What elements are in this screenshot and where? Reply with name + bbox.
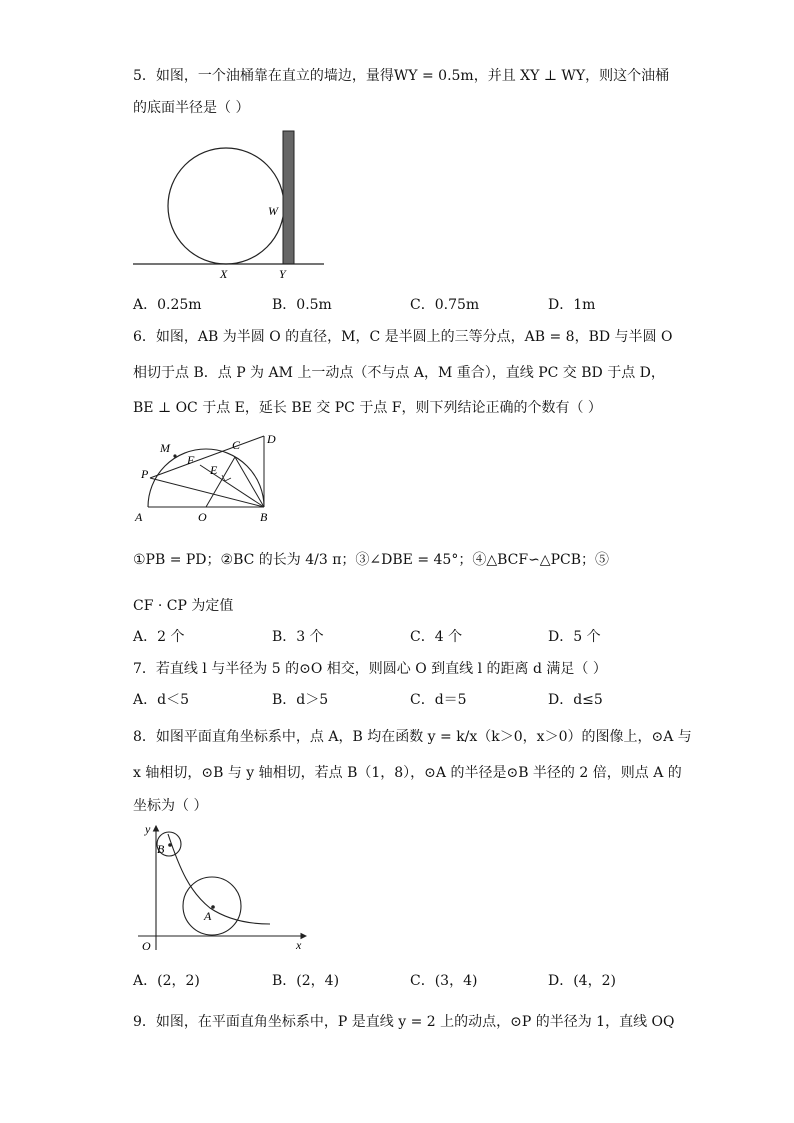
q5-option-a: A．0.25m [133, 297, 202, 313]
q8-option-d: D．(4，2) [548, 973, 616, 989]
q7-option-b: B．d＞5 [272, 692, 329, 708]
q6-label-o: O [198, 510, 207, 524]
q5-label-y: Y [279, 267, 286, 281]
q6-label-d: D [267, 432, 276, 446]
q6-stem-line2: 相切于点 B．点 P 为 AM 上一动点（不与点 A，M 重合），直线 PC 交 BD 于点 D， [133, 365, 665, 381]
q8-stem-line3: 坐标为（ ） [133, 798, 208, 814]
q7-option-c: C．d＝5 [410, 692, 467, 708]
q8-label-b: B [157, 842, 165, 856]
q8-label-y: y [145, 822, 151, 836]
q6-line-bc [235, 457, 264, 507]
q6-option-c: C．4 个 [410, 629, 463, 645]
q6-option-a: A．2 个 [133, 629, 185, 645]
q5-label-x: X [220, 267, 228, 281]
q8-option-a: A．(2，2) [133, 973, 200, 989]
q6-conclusions-line: ①PB = PD；②BC 的长为 4/3 π；③∠DBE = 45°；④△BCF∽△PCB；⑤ [133, 552, 609, 568]
q6-label-c: C [232, 438, 241, 452]
q7-stem-line1: 7．若直线 l 与半径为 5 的⊙O 相交，则圆心 O 到直线 l 的距离 d 满足（ ） [133, 661, 607, 677]
q6-option-d: D．5 个 [548, 629, 601, 645]
q8-figure [128, 820, 313, 955]
q8-stem-line1: 8．如图平面直角坐标系中，点 A，B 均在函数 y = k/x（k＞0，x＞0）的图像上，⊙A 与 [133, 729, 692, 745]
q6-label-m: M [160, 441, 170, 455]
q5-option-c: C．0.75m [410, 297, 480, 313]
q5-option-d: D．1m [548, 297, 596, 313]
q8-option-b: B．(2，4) [272, 973, 340, 989]
q9-stem-line1: 9．如图，在平面直角坐标系中，P 是直线 y = 2 上的动点，⊙P 的半径为 1，直线 OQ [133, 1014, 675, 1030]
q7-option-d: D．d≤5 [548, 692, 603, 708]
q8-option-c: C．(3，4) [410, 973, 478, 989]
q8-point-b [168, 843, 172, 847]
q5-stem-line1: 5．如图，一个油桶靠在直立的墙边，量得WY = 0.5m，并且 XY ⊥ WY，则这个油桶 [133, 68, 670, 84]
q6-point-m [173, 454, 176, 457]
q6-label-p: P [141, 467, 149, 481]
q6-conclusion-5: CF · CP 为定值 [133, 598, 234, 614]
q8-label-a: A [204, 909, 212, 923]
q6-label-b: B [260, 510, 268, 524]
q5-label-w: W [268, 204, 278, 218]
q6-label-a: A [135, 510, 143, 524]
q6-figure [128, 428, 288, 528]
q6-line-pb [150, 478, 264, 507]
q5-option-b: B．0.5m [272, 297, 332, 313]
q6-stem-line1: 6．如图，AB 为半圆 O 的直径，M，C 是半圆上的三等分点，AB = 8，BD 与半圆 O [133, 329, 673, 345]
q8-point-a [211, 905, 215, 909]
q5-wall [283, 131, 294, 264]
q6-stem-line3: BE ⊥ OC 于点 E，延长 BE 交 PC 于点 F，则下列结论正确的个数有（ ） [133, 400, 602, 416]
q5-barrel-circle [168, 148, 284, 264]
q6-label-e: E [210, 463, 218, 477]
q5-stem-line2: 的底面半径是（ ） [133, 100, 250, 116]
q6-option-b: B．3 个 [272, 629, 324, 645]
q8-stem-line2: x 轴相切，⊙B 与 y 轴相切，若点 B（1，8），⊙A 的半径是⊙B 半径的 2 倍，则点 A 的 [133, 765, 682, 781]
q8-label-x: x [296, 938, 302, 952]
q8-label-o: O [142, 939, 151, 953]
q6-label-f: F [187, 453, 195, 467]
q5-figure [128, 126, 333, 286]
q7-option-a: A．d＜5 [133, 692, 189, 708]
